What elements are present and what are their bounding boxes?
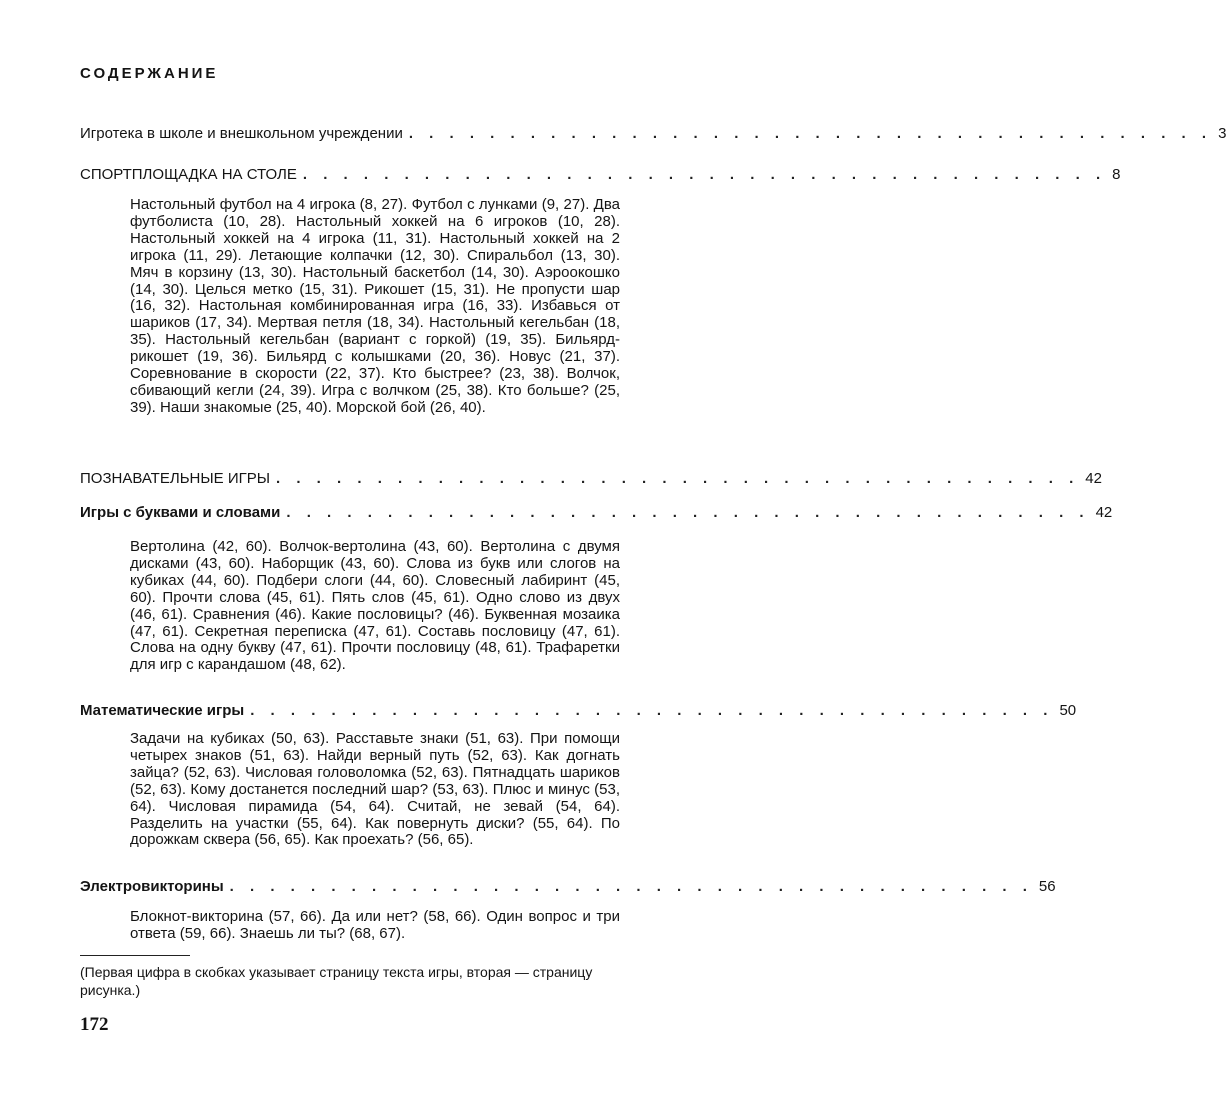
- toc-entry-label: СПОРТПЛОЩАДКА НА СТОЛЕ: [80, 166, 297, 183]
- sport-games-list: Настольный футбол на 4 игрока (8, 27). Футбол с лунками (9, 27). Два футболиста (10, 28). Настольный хоккей на 6 игроков (10, 28). Настольный хоккей на 4 игрока (11, 31). Настольный хоккей на 2 игрока (11, 29). Летающие колпачки (12, 30). Спиральбол (13, 30). Мяч в корзину (13, 30). Настольный баскетбол (14, 30). Аэроокошко (14, 30). Целься метко (15, 31). Рикошет (15, 31). Не пропусти шар (16, 32). Настольная комбинированная игра (16, 33). Избавься от шариков (17, 34). Мертвая петля (18, 34). Настольный кегельбан (18, 35). Настольный кегельбан (вариант с горкой) (19, 35). Бильярд-рикошет (19, 36). Бильярд с колышками (20, 36). Новус (21, 37). Соревнование в скорости (22, 37). Кто быстрее? (23, 38). Волчок, сбивающий кегли (24, 39). Игра с волчком (25, 38). Кто больше? (25, 39). Наши знакомые (25, 40). Морской бой (26, 40).: [130, 196, 620, 416]
- toc-entry-page: 56: [1038, 878, 1056, 895]
- toc-entry-page: 50: [1059, 702, 1077, 719]
- page-number: 172: [80, 1014, 109, 1035]
- toc-entry-quiz: [80, 877, 1056, 897]
- toc-entry-label: Игротека в школе и внешкольном учреждении: [80, 125, 403, 142]
- toc-entry-page: 8: [1112, 166, 1121, 183]
- leader-dots: . . . . . . . . . . . . . . . . . . . . . . . . . . . . . . . . . . . . . . . .: [286, 504, 1090, 521]
- toc-entry-label: Электровикторины: [80, 878, 224, 895]
- toc-entry-page: 42: [1095, 504, 1113, 521]
- leader-dots: . . . . . . . . . . . . . . . . . . . . . . . . . . . . . . . . . . . . . . . .: [302, 166, 1107, 183]
- toc-entry-intro: [80, 124, 1226, 144]
- toc-entry-sport: [80, 165, 1121, 185]
- toc-entry-label: Математические игры: [80, 702, 245, 719]
- page-title: СОДЕРЖАНИЕ: [80, 65, 219, 82]
- toc-entry-page: 3: [1218, 125, 1226, 142]
- letter-games-list: Вертолина (42, 60). Волчок-вертолина (43, 60). Вертолина с двумя дисками (43, 60). Наборщик (43, 60). Слова из букв или слогов на кубиках (44, 60). Подбери слоги (44, 60). Словесный лабиринт (45, 60). Прочти слова (45, 61). Пять слов (45, 61). Одно слово из двух (46, 61). Сравнения (46). Какие пословицы? (46). Буквенная мозаика (47, 61). Секретная переписка (47, 61). Составь пословицу (47, 61). Слова на одну букву (47, 61). Прочти пословицу (48, 61). Трафаретки для игр с карандашом (48, 62).: [130, 538, 620, 674]
- toc-entry-cognitive: [80, 469, 1102, 489]
- leader-dots: . . . . . . . . . . . . . . . . . . . . . . . . . . . . . . . . . . . . . . . .: [250, 702, 1054, 719]
- toc-entry-label: Игры с буквами и словами: [80, 504, 281, 521]
- quiz-games-list: Блокнот-викторина (57, 66). Да или нет? (58, 66). Один вопрос и три ответа (59, 66). Знаешь ли ты? (68, 67).: [130, 908, 620, 942]
- leader-dots: . . . . . . . . . . . . . . . . . . . . . . . . . . . . . . . . . . . . . . . .: [276, 470, 1080, 487]
- toc-entry-math: [80, 701, 1077, 721]
- math-games-list: Задачи на кубиках (50, 63). Расставьте знаки (51, 63). При помощи четырех знаков (51, 63). Найди верный путь (52, 63). Как догнать зайца? (52, 63). Числовая головоломка (52, 63). Пятнадцать шариков (52, 63). Кому достанется последний шар? (53, 63). Плюс и минус (53, 64). Числовая пирамида (54, 64). Считай, не зевай (54, 64). Разделить на участки (55, 64). Как повернуть диски? (55, 64). По дорожкам сквера (56, 65). Как проехать? (56, 65).: [130, 730, 620, 849]
- toc-entry-letters: [80, 503, 1113, 523]
- toc-entry-label: ПОЗНАВАТЕЛЬНЫЕ ИГРЫ: [80, 470, 271, 487]
- leader-dots: . . . . . . . . . . . . . . . . . . . . . . . . . . . . . . . . . . . . . . . .: [229, 878, 1033, 895]
- toc-entry-page: 42: [1085, 470, 1102, 487]
- footnote-divider: [80, 955, 190, 956]
- footnote: (Первая цифра в скобках указывает страницу текста игры, вторая — страницу рисунка.): [80, 964, 593, 998]
- leader-dots: . . . . . . . . . . . . . . . . . . . . . . . . . . . . . . . . . . . . . . . .: [408, 125, 1213, 142]
